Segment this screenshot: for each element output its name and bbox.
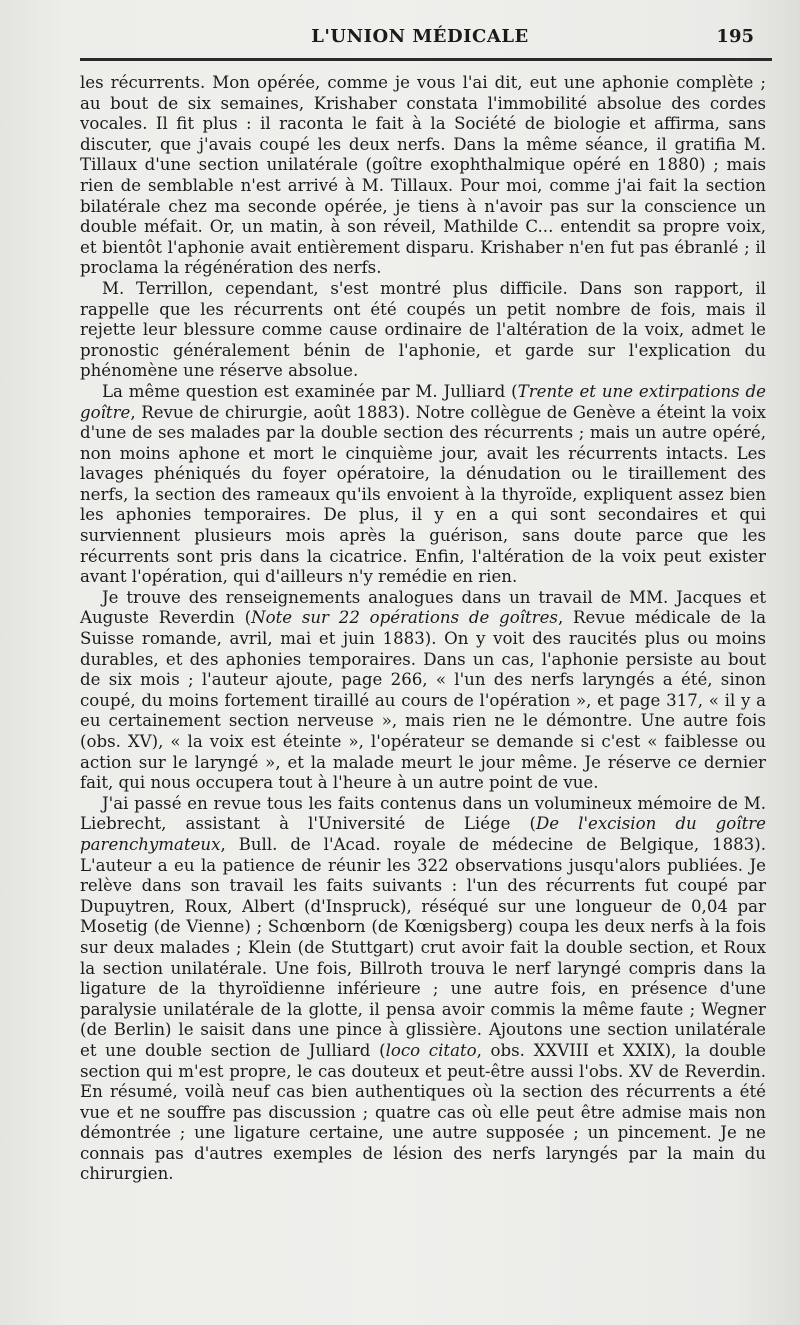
text-run: , Revue de chirurgie, août 1883). Notre collègue de Genève a éteint la voix d'une de ses malades par la double section des récurrents ; mais un autre opéré, non moins aphone et mort le cinquième jour, avait les récurrents intacts. Les lavages phéniqués du foyer opératoire, la dénudation ou le tiraillement des nerfs, la section des rameaux qu'ils envoient à la thyroïde, expliquent assez bien les aphonies temporaires. De plus, il y en a qui sont secondaires et qui surviennent plusieurs mois après la guérison, sans doute parce que les récurrents sont pris dans la cicatrice. Enfin, l'altération de la voix peut exister avant l'opération, qui d'ailleurs n'y remédie en rien. bbox=[80, 402, 766, 587]
paragraph bbox=[80, 794, 766, 1185]
text-run: J'ai passé en revue tous les faits contenus dans un volumineux mémoire de M. Liebrecht, assistant à l'Université de Liége ( bbox=[80, 793, 766, 834]
italic-title: Trente et une extirpations de goître bbox=[80, 381, 766, 422]
text-run: Je trouve des renseignements analogues dans un travail de MM. Jacques et Auguste Reverdin ( bbox=[80, 587, 766, 628]
text-run: les récurrents. Mon opérée, comme je vous l'ai dit, eut une aphonie complète ; au bout de six semaines, Krishaber constata l'immobilité absolue des cordes vocales. Il fit plus : il raconta le fait à la Société de biologie et affirma, sans discuter, que j'avais coupé les deux nerfs. Dans la même séance, il gratifia M. Tillaux d'une section unilatérale (goître exophthalmique opéré en 1880) ; mais rien de semblable n'est arrivé à M. Tillaux. Pour moi, comme j'ai fait la section bilatérale chez ma seconde opérée, je tiens à n'avoir pas sur la conscience un double méfait. Or, un matin, à son réveil, Mathilde C... entendit sa propre voix, et bientôt l'aphonie avait entièrement disparu. Krishaber n'en fut pas ébranlé ; il proclama la régénération des nerfs. bbox=[80, 73, 766, 278]
body-text bbox=[80, 73, 766, 1185]
page-number: 195 bbox=[716, 26, 754, 47]
paragraph bbox=[80, 588, 766, 794]
text-run: , Bull. de l'Acad. royale de médecine de Belgique, 1883). L'auteur a eu la patience de réunir les 322 observations jusqu'alors publiées. Je relève dans son travail les faits suivants : l'un des récurrents fut coupé par Dupuytren, Roux, Albert (d'Inspruck), réséqué sur une longueur de 0,04 par Mosetig (de Vienne) ; Schœnborn (de Kœnigsberg) coupa les deux nerfs à la fois sur deux malades ; Klein (de Stuttgart) crut avoir fait la double section, et Roux la section unilatérale. Une fois, Billroth trouva le nerf laryngé compris dans la ligature de la thyroïdienne inférieure ; une autre fois, en présence d'une paralysie unilatérale de la glotte, il pensa avoir commis la même faute ; Wegner (de Berlin) le saisit dans une pince à glissière. Ajoutons une section unilatérale et une double section de Julliard ( bbox=[80, 834, 766, 1060]
text-run: M. Terrillon, cependant, s'est montré plus difficile. Dans son rapport, il rappelle que les récurrents ont été coupés un petit nombre de fois, mais il rejette leur blessure comme cause ordinaire de l'altération de la voix, admet le pronostic généralement bénin de l'aphonie, et garde sur l'explication du phénomène une réserve absolue. bbox=[80, 278, 766, 381]
paragraph bbox=[80, 382, 766, 588]
italic-title: loco citato bbox=[385, 1040, 477, 1060]
page-header bbox=[80, 20, 760, 56]
text-run: , Revue médicale de la Suisse romande, avril, mai et juin 1883). On y voit des raucités plus ou moins durables, et des aphonies temporaires. Dans un cas, l'aphonie persiste au bout de six mois ; l'auteur ajoute, page 266, « l'un des nerfs laryngés a été, sinon coupé, du moins fortement tiraillé au cours de l'opération », et page 317, « il y a eu certainement section nerveuse », mais rien ne le démontre. Une autre fois (obs. XV), « la voix est éteinte », l'opérateur se demande si c'est « faiblesse ou action sur le laryngé », et la malade meurt le jour même. Je réserve ce dernier fait, qui nous occupera tout à l'heure à un autre point de vue. bbox=[80, 608, 766, 793]
running-title: L'UNION MÉDICALE bbox=[311, 26, 529, 47]
text-run: La même question est examinée par M. Julliard ( bbox=[102, 381, 518, 401]
text-run: , obs. XXVIII et XXIX), la double section qui m'est propre, le cas douteux et peut-être aussi l'obs. XV de Reverdin. En résumé, voilà neuf cas bien authentiques où la section des récurrents a été vue et ne souffre pas discussion ; quatre cas où elle peut être admise mais non démontrée ; une ligature certaine, une autre supposée ; un pincement. Je ne connais pas d'autres exemples de lésion des nerfs laryngés par la main du chirurgien. bbox=[80, 1040, 766, 1184]
paragraph bbox=[80, 73, 766, 279]
italic-title: Note sur 22 opérations de goîtres bbox=[251, 608, 558, 628]
header-rule bbox=[80, 58, 772, 61]
italic-title: De l'excision du goître parenchymateux bbox=[80, 814, 766, 854]
paragraph bbox=[80, 279, 766, 382]
